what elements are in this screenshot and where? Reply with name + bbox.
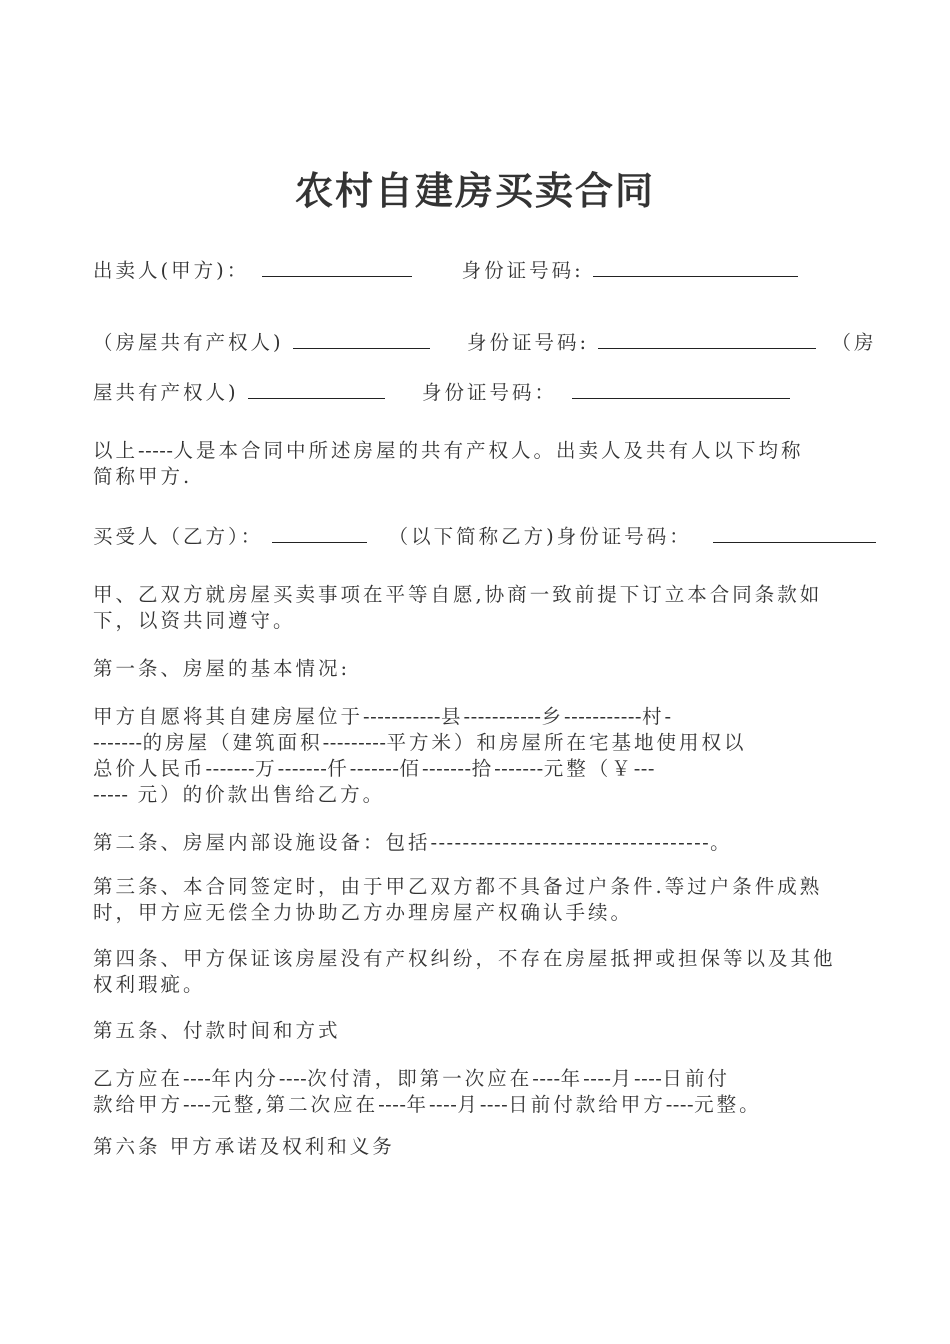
co-owner-1-id-field[interactable] [598,330,816,349]
second-year-blank[interactable]: ---- [378,1093,407,1116]
second-day-blank[interactable]: ---- [479,1093,509,1116]
co-owner-2-label-start: （房 [831,331,877,354]
intro-line-2: 简称甲方. [93,465,193,488]
a2-text: 第二条、房屋内部设施设备：包括 [93,831,431,854]
second-year-label: 年 [406,1093,429,1116]
amount-blank-cont[interactable]: ----- [93,783,129,806]
qian-label: 仟 [327,757,350,780]
yuan-label: 元整（￥ [543,757,634,780]
article-1-line-4 [93,782,385,808]
a1-area-text: 的房屋（建筑面积 [142,731,323,754]
co-owner-2-id-field[interactable] [572,380,790,399]
area-blank[interactable]: --------- [322,731,387,754]
a5-text: 乙方应在 [93,1067,184,1090]
a5-years-label: 年内分 [211,1067,279,1090]
a5-first-text: 次付清，即第一次应在 [307,1067,533,1090]
buyer-label: 买受人（乙方）： [93,525,264,548]
article-4-line-1: 第四条、甲方保证该房屋没有产权纠纷，不存在房屋抵押或担保等以及其他 [93,947,836,970]
first-month-label: 月 [611,1067,635,1090]
co-owner-line-1 [93,330,877,356]
owner-count-blank[interactable]: ----- [138,439,174,462]
intro-text-a: 以上 [93,439,139,462]
first-year-blank[interactable]: ---- [532,1067,561,1090]
buyer-name-field[interactable] [272,524,367,543]
a5-end: 元整。 [694,1093,762,1116]
article-5-line-2 [93,1092,762,1118]
years-blank[interactable]: ---- [183,1067,212,1090]
wan-blank[interactable]: ------- [205,757,256,780]
first-day-label: 日前付 [662,1067,730,1090]
county-blank[interactable]: ----------- [363,705,441,728]
address-blank-cont[interactable]: ------- [93,731,143,754]
shi-blank[interactable]: ------- [421,757,472,780]
first-month-blank[interactable]: ---- [583,1067,612,1090]
article-6-heading: 第六条 甲方承诺及权利和义务 [93,1135,395,1158]
intro-line-1 [93,438,803,464]
a5-pay-text: 款给甲方 [93,1093,184,1116]
a1-price-text: 总价人民币 [93,757,206,780]
village-blank[interactable]: ----------- [564,705,642,728]
co-owner-1-name-field[interactable] [293,330,430,349]
co-owner-1-id-label: 身份证号码: [467,331,590,354]
address-blank[interactable]: - [664,705,672,728]
first-day-blank[interactable]: ---- [634,1067,663,1090]
first-year-label: 年 [560,1067,584,1090]
second-amount-blank[interactable]: ---- [665,1093,695,1116]
first-amount-blank[interactable]: ---- [183,1093,212,1116]
a2-end: 。 [710,831,733,854]
shi-label: 拾 [471,757,495,780]
bai-blank[interactable]: ------- [349,757,400,780]
buyer-line [93,524,876,550]
second-month-label: 月 [457,1093,480,1116]
a5-second-pay-text: 日前付款给甲方 [508,1093,666,1116]
facilities-blank[interactable]: ----------------------------------- [430,831,711,854]
article-3-line-2: 时，甲方应无偿全力协助乙方办理房屋产权确认手续。 [93,901,634,924]
seller-id-field[interactable] [593,258,798,277]
buyer-id-label: （以下简称乙方)身份证号码： [388,525,692,548]
township-blank[interactable]: ----------- [463,705,542,728]
a1-area-unit: 平方米）和房屋所在宅基地使用权以 [386,731,747,754]
preamble-line-1: 甲、乙双方就房屋买卖事项在平等自愿,协商一致前提下订立本合同条款如 [93,583,823,606]
seller-label: 出卖人(甲方)： [93,259,250,282]
co-owner-line-2 [93,380,790,406]
second-month-blank[interactable]: ---- [428,1093,458,1116]
amount-blank[interactable]: --- [633,757,655,780]
article-2 [93,830,733,856]
wan-label: 万 [255,757,278,780]
a1-text: 甲方自愿将其自建房屋位于 [93,705,364,728]
document-title: 农村自建房买卖合同 [294,168,655,213]
article-4-line-2: 权利瑕疵。 [93,973,206,996]
a1-village-label: 村 [642,705,665,728]
a1-county-label: 县 [441,705,464,728]
co-owner-2-id-label: 身份证号码： [422,381,558,404]
a5-second-text: 元整,第二次应在 [211,1093,379,1116]
article-5-heading: 第五条、付款时间和方式 [93,1019,341,1042]
yuan-blank[interactable]: ------- [494,757,544,780]
article-3-line-1: 第三条、本合同签定时，由于甲乙双方都不具备过户条件.等过户条件成熟 [93,875,823,898]
seller-line [93,258,798,284]
intro-text-b: 人是本合同中所述房屋的共有产权人。出卖人及共有人以下均称 [173,439,804,462]
co-owner-2-name-field[interactable] [248,380,385,399]
article-1-line-2 [93,730,746,756]
preamble-line-2: 下，以资共同遵守。 [93,609,296,632]
a1-end-text: 元）的价款出售给乙方。 [128,783,386,806]
article-1-heading: 第一条、房屋的基本情况: [93,657,351,680]
article-5-line-1 [93,1066,730,1092]
co-owner-2-label: 屋共有产权人) [93,381,239,404]
co-owner-1-label: （房屋共有产权人) [93,331,284,354]
article-1-line-3 [93,756,655,782]
article-1-line-1 [93,704,672,730]
bai-label: 佰 [399,757,422,780]
buyer-id-field[interactable] [713,524,876,543]
installments-blank[interactable]: ---- [278,1067,308,1090]
a1-township-label: 乡 [541,705,565,728]
seller-id-label: 身份证号码: [461,259,584,282]
qian-blank[interactable]: ------- [277,757,328,780]
seller-name-field[interactable] [262,258,412,277]
